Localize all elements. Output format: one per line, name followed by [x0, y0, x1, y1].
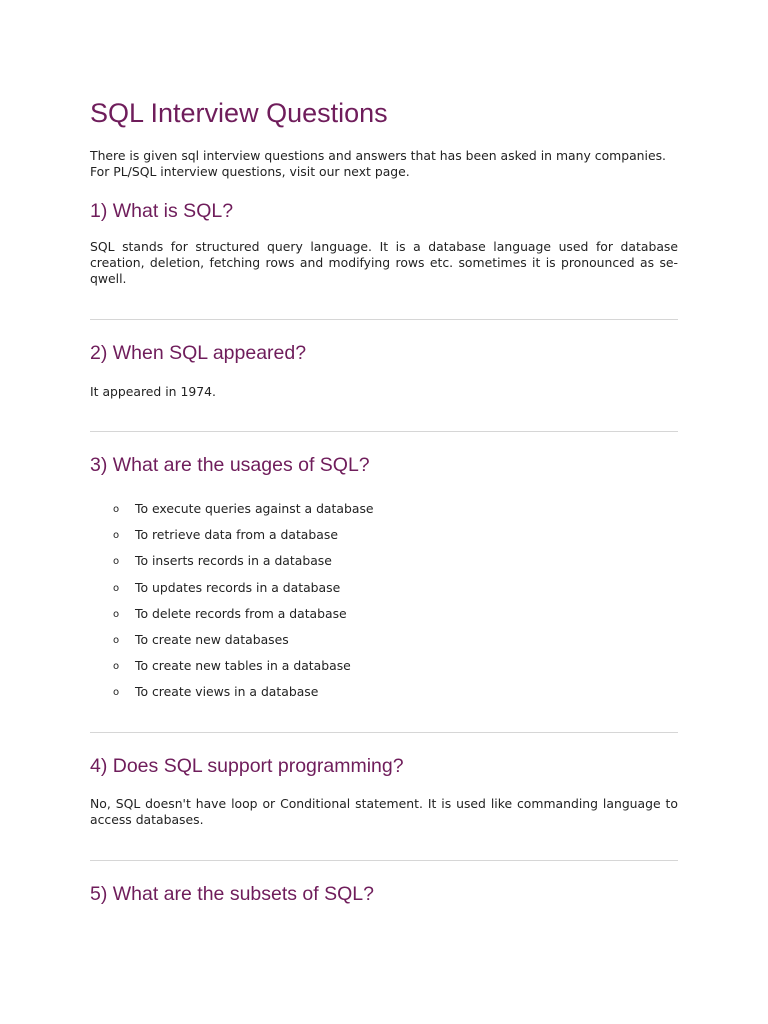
section-divider	[90, 319, 678, 320]
list-item	[90, 631, 678, 657]
list-item-text: To execute queries against a database	[135, 501, 374, 516]
bullet-icon: o	[113, 608, 120, 620]
bullet-icon: o	[113, 687, 120, 699]
list-item	[90, 683, 678, 709]
bullet-icon: o	[113, 634, 120, 646]
question-5-heading: 5) What are the subsets of SQL?	[90, 883, 374, 905]
question-4-heading: 4) Does SQL support programming?	[90, 755, 404, 777]
question-1-answer: SQL stands for structured query language. It is a database language used for database creation, deletion, fetching rows and modifying rows etc. sometimes it is pronounced as se-qwell.	[90, 239, 678, 286]
list-item	[90, 526, 678, 552]
section-divider	[90, 860, 678, 861]
page-title: SQL Interview Questions	[90, 98, 388, 128]
bullet-icon: o	[113, 504, 120, 515]
usages-list	[90, 500, 678, 710]
bullet-icon: o	[113, 661, 120, 673]
list-item	[90, 552, 678, 578]
intro-paragraph: There is given sql interview questions and answers that has been asked in many companies. For PL/SQL interview questions, visit our next page.	[90, 148, 666, 179]
list-item	[90, 657, 678, 683]
list-item-text: To inserts records in a database	[135, 553, 332, 569]
bullet-icon: o	[113, 556, 120, 568]
list-item-text: To delete records from a database	[135, 605, 347, 621]
bullet-icon: o	[113, 530, 120, 542]
question-4-answer: No, SQL doesn't have loop or Conditional statement. It is used like commanding language to access databases.	[90, 796, 678, 827]
section-divider	[90, 431, 678, 432]
list-item	[90, 579, 678, 605]
section-divider	[90, 732, 678, 733]
list-item-text: To create views in a database	[135, 684, 319, 700]
bullet-icon: o	[113, 582, 120, 594]
list-item	[90, 605, 678, 631]
list-item-text: To retrieve data from a database	[135, 527, 338, 543]
list-item-text: To create new tables in a database	[135, 658, 351, 674]
question-3-heading: 3) What are the usages of SQL?	[90, 454, 370, 476]
list-item-text: To create new databases	[135, 631, 289, 647]
list-item	[90, 500, 678, 526]
list-item-text: To updates records in a database	[135, 579, 341, 595]
question-2-answer: It appeared in 1974.	[90, 384, 216, 399]
question-2-heading: 2) When SQL appeared?	[90, 342, 307, 364]
question-1-heading: 1) What is SQL?	[90, 200, 234, 222]
